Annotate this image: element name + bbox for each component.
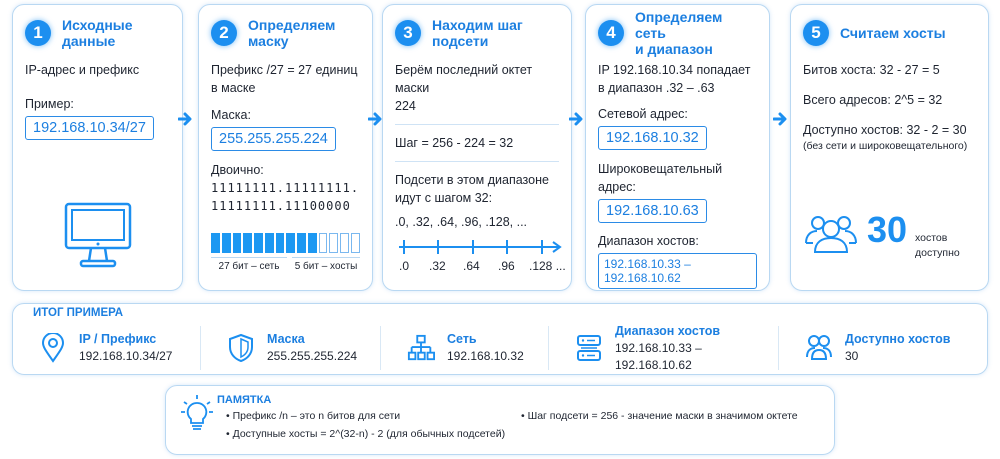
subnet-sequence: .0, .32, .64, .96, .128, ... [395,215,528,229]
subnets-line-1: Подсети в этом диапазоне [395,173,549,187]
step-card-3 [382,4,572,291]
summary-panel [12,303,988,375]
binary-line-2: 11111111.11100000 [211,199,351,213]
tick-label: .64 [463,259,480,273]
octet-line-1: Берём последний октет маски [395,63,533,95]
host-bit [329,233,338,253]
tick-label: .0 [399,259,410,273]
lightbulb-icon [180,394,214,434]
summary-value: 192.168.10.33 – 192.168.10.62 [615,340,702,372]
step-title: Находим шаг подсети [432,17,523,49]
step-number-badge: 1 [25,20,51,46]
total-addresses-calc: Всего адресов: 2^5 = 32 [803,93,943,107]
arrow-right-icon [569,112,583,126]
arrow-right-icon [773,112,787,126]
step-description: IP-адрес и префикс [25,63,140,77]
number-line-axis [397,237,567,257]
example-label: Пример: [25,97,74,111]
mask-value: 255.255.255.224 [211,127,336,151]
step-title: Считаем хосты [840,25,946,41]
tick-label: .96 [498,259,515,273]
host-bits-calc: Битов хоста: 32 - 27 = 5 [803,63,940,77]
octet-line-2: 224 [395,99,416,113]
users-icon [805,333,833,363]
step-title-line-2: и диапазон [635,41,713,57]
host-bit [351,233,360,253]
arrow-right-icon [368,112,382,126]
summary-item-host-range [549,323,779,372]
network-address-value: 192.168.10.32 [598,126,707,150]
prefix-line-1: Префикс /27 = 27 единиц [211,63,358,77]
binary-label: Двоично: [211,163,264,177]
host-bit [340,233,349,253]
network-bit [265,233,274,253]
summary-item-network [381,326,549,370]
broadcast-address-label: Широковещательный адрес: [598,162,723,194]
server-icon [575,333,603,363]
broadcast-address-value: 192.168.10.63 [598,199,707,223]
network-bit [254,233,263,253]
summary-item-mask [201,326,381,370]
example-value: 192.168.10.34/27 [25,116,154,140]
monitor-icon [63,201,133,269]
binary-line-1: 11111111.11111111. [211,181,360,195]
network-bit [243,233,252,253]
network-bit [297,233,306,253]
available-hosts-note: (без сети и широковещательного) [803,140,968,152]
arrow-right-icon [178,112,192,126]
network-bit [276,233,285,253]
step-number-badge: 2 [211,20,237,46]
mask-label: Маска: [211,108,251,122]
network-address-label: Сетевой адрес: [598,107,688,121]
summary-value: 30 [845,349,859,363]
caption-line-1: хостов [915,232,948,244]
network-tree-icon [407,333,435,363]
step-title: Определяем маску [248,17,336,49]
summary-value: 192.168.10.34/27 [79,349,173,363]
network-bits-label: 27 бит – сеть [211,257,287,272]
memo-item: • Шаг подсети = 256 - значение маски в значимом октете [521,410,798,422]
summary-title: Диапазон хостов [615,323,721,338]
step-number-badge: 4 [598,20,624,46]
divider [395,124,559,125]
summary-value: 255.255.255.224 [267,349,358,363]
step-formula: Шаг = 256 - 224 = 32 [395,136,514,150]
available-hosts-big-number: 30 [867,209,908,250]
caption-line-2: доступно [915,247,960,259]
memo-title: ПАМЯТКА [217,394,272,406]
step-card-5 [790,4,989,291]
network-bit [222,233,231,253]
summary-title: Маска [267,332,305,346]
summary-value: 192.168.10.32 [447,349,524,363]
divider [395,161,559,162]
prefix-line-2: в маске [211,81,256,95]
available-hosts-caption [915,231,960,261]
host-range-value: 192.168.10.33 – 192.168.10.62 [598,253,757,289]
step-card-2 [198,4,373,291]
ip-range-line-1: IP 192.168.10.34 попадает [598,63,751,77]
summary-label: ИТОГ ПРИМЕРА [33,307,124,319]
tick-label: .32 [429,259,446,273]
summary-title: IP / Префикс [79,332,157,346]
bit-bar [211,233,360,253]
subnets-line-2: идут с шагом 32: [395,191,493,205]
ip-range-line-2: в диапазон .32 – .63 [598,81,715,95]
memo-item: • Префикс /n – это n битов для сети [226,410,401,422]
location-pin-icon [39,333,67,363]
shield-icon [227,333,255,363]
available-hosts-calc: Доступно хостов: 32 - 2 = 30 [803,123,967,137]
step-title-line-1: Определяем сеть [635,9,723,41]
memo-panel [165,385,835,455]
memo-item: • Доступные хосты = 2^(32-n) - 2 (для обычных подсетей) [226,428,506,440]
network-bit [286,233,295,253]
step-card-4 [585,4,770,291]
summary-title: Доступно хостов [845,332,951,346]
step-title [635,9,757,57]
step-title: Исходные данные [62,17,133,49]
summary-title: Сеть [447,332,477,346]
host-bits-label: 5 бит – хосты [292,257,360,272]
tick-label: .128 ... [529,259,566,273]
host-range-label: Диапазон хостов: [598,234,699,248]
network-bit [211,233,220,253]
step-card-1 [12,4,183,291]
step-number-badge: 3 [395,20,421,46]
network-bit [308,233,317,253]
step-number-badge: 5 [803,20,829,46]
summary-item-ip [13,326,201,370]
network-bit [233,233,242,253]
users-icon [803,213,859,253]
summary-item-available-hosts [779,326,979,370]
host-bit [319,233,328,253]
